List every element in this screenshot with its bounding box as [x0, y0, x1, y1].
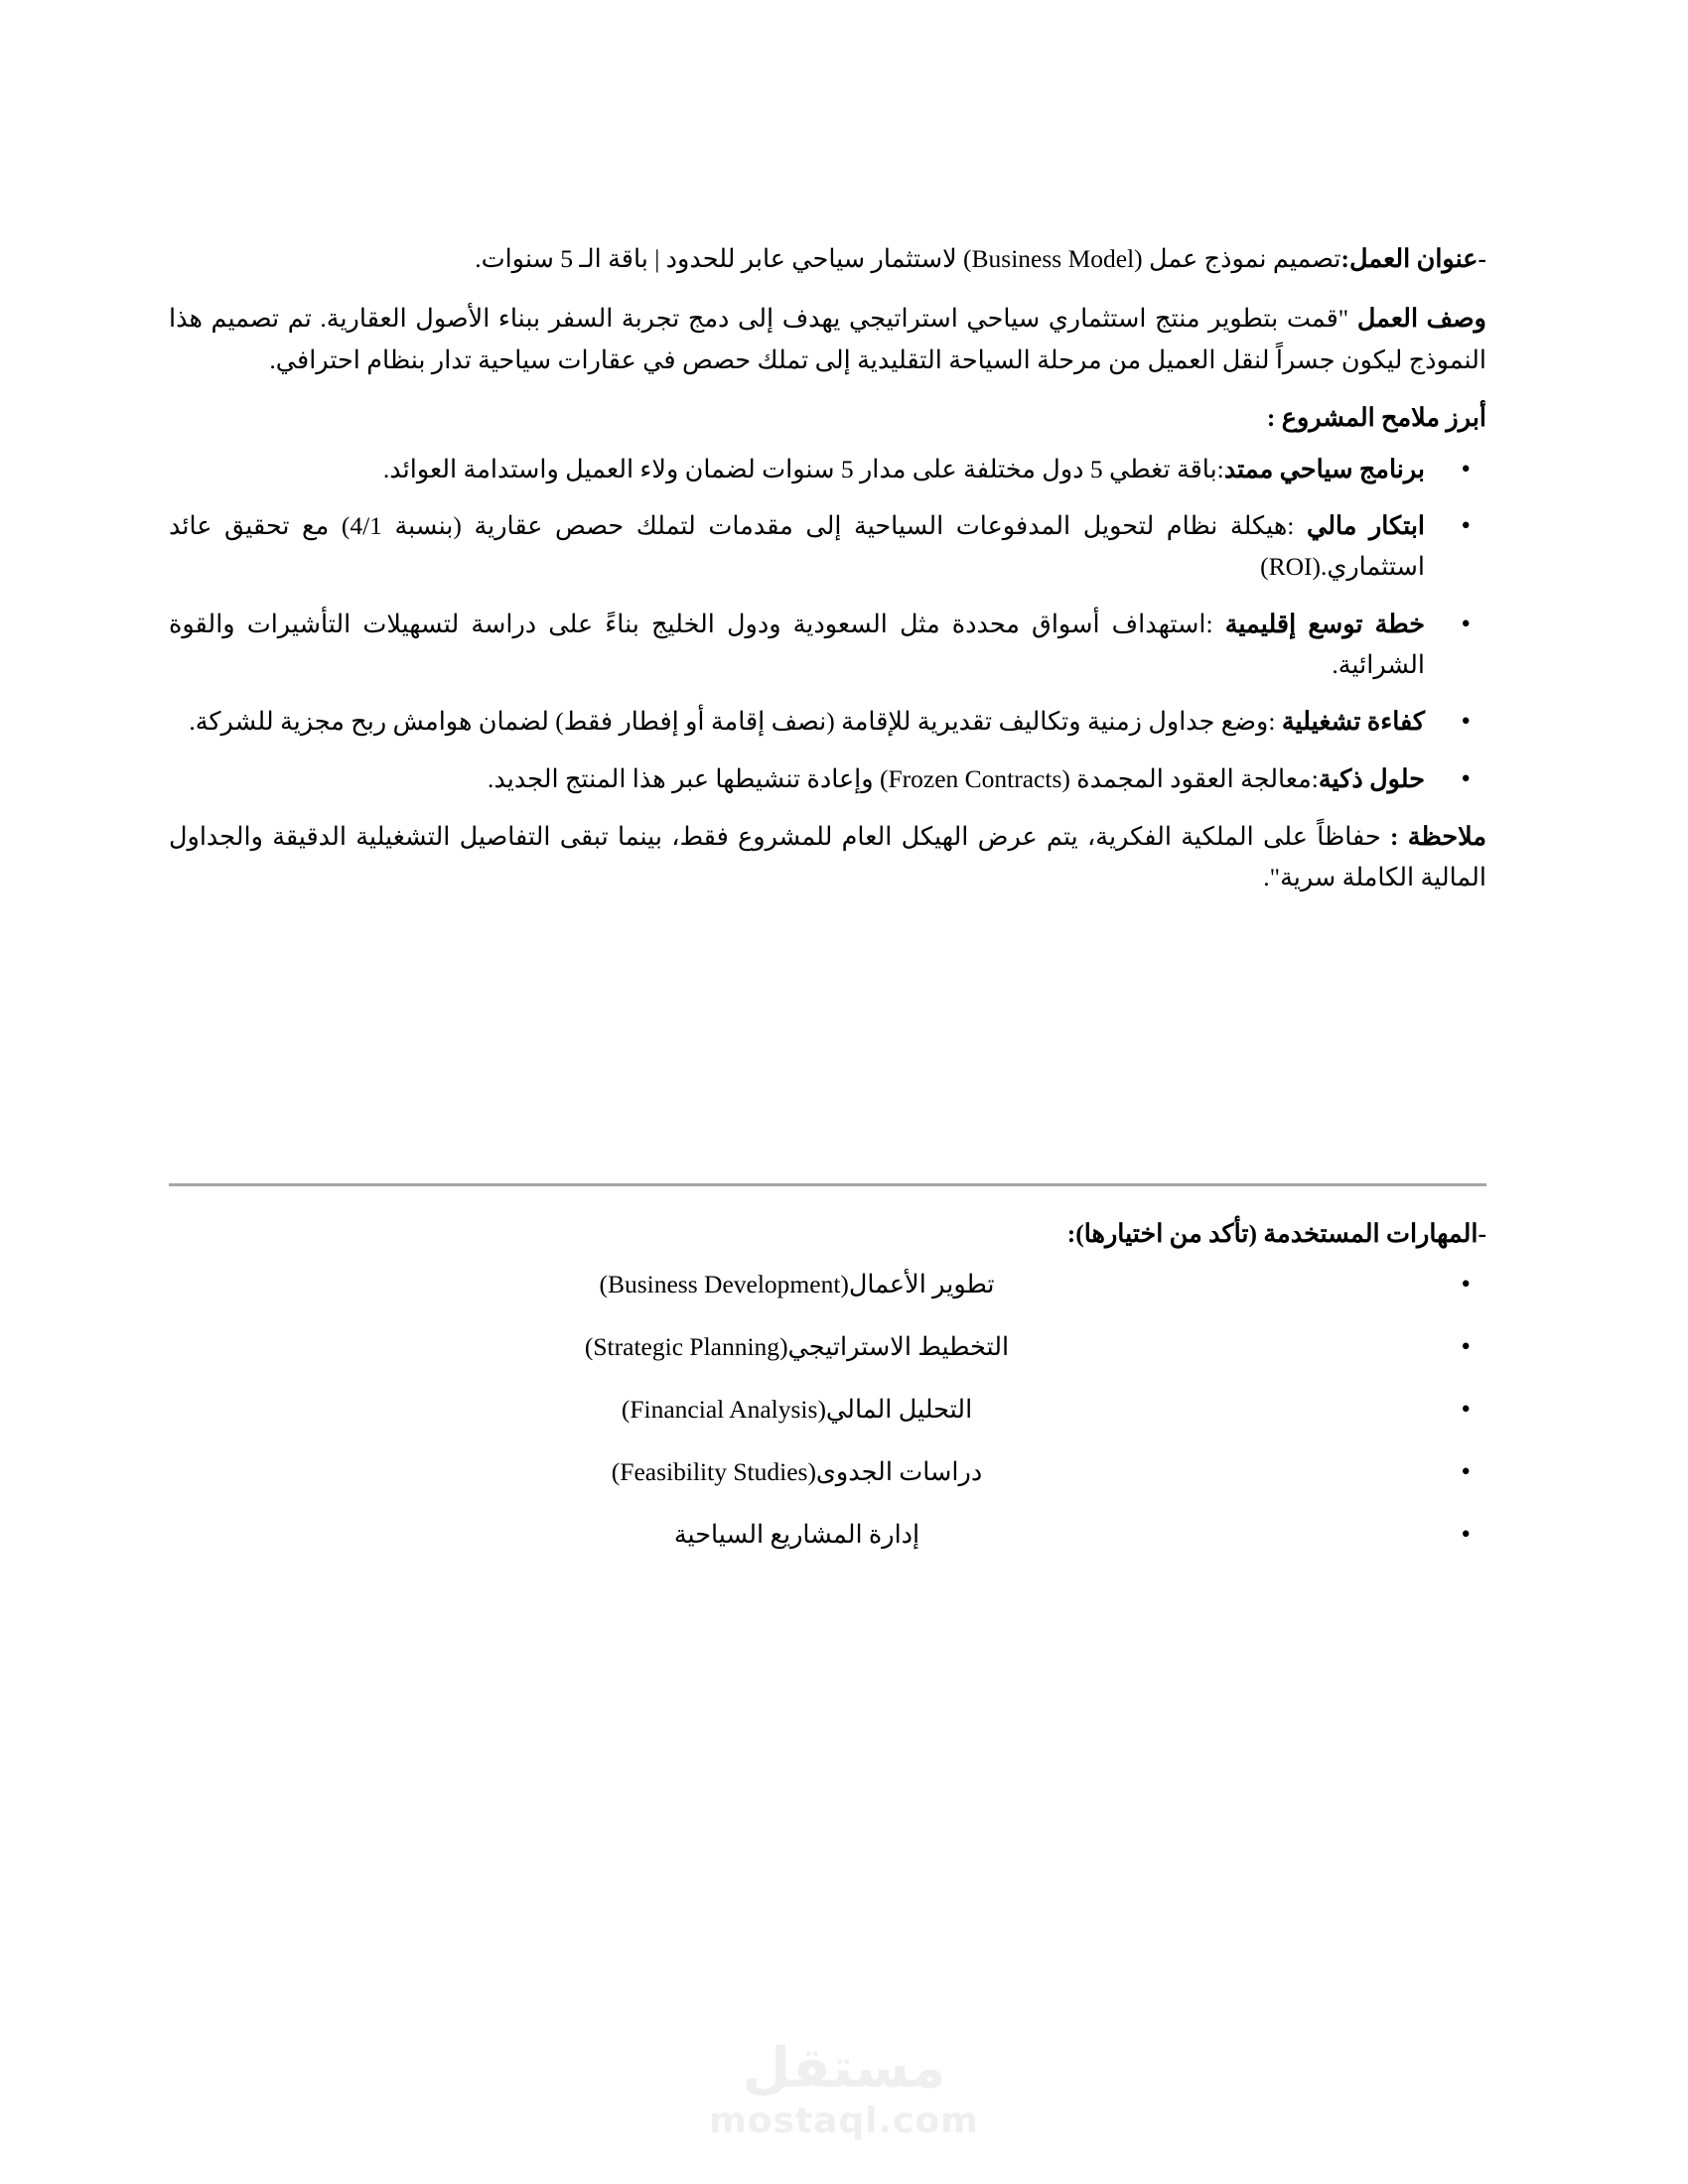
section-divider — [169, 1183, 1486, 1186]
skill-label: التخطيط الاستراتيجي(Strategic Planning) — [584, 1331, 1010, 1361]
list-item — [169, 1517, 1486, 1554]
feature-text: :وضع جداول زمنية وتكاليف تقديرية للإقامة (نصف إقامة أو إفطار فقط) لضمان هوامش ربح مجزية للشركة. — [189, 707, 1282, 737]
list-item — [169, 701, 1486, 742]
list-item — [169, 1329, 1486, 1366]
skill-label: تطوير الأعمال(Business Development) — [599, 1270, 995, 1298]
features-heading: أبرز ملامح المشروع : — [1266, 402, 1486, 432]
skills-section — [169, 1219, 1486, 1579]
skill-label: دراسات الجدوى(Feasibility Studies) — [611, 1456, 983, 1486]
work-title-label: -عنوان العمل — [1349, 244, 1486, 273]
confidentiality-note — [169, 816, 1486, 898]
work-title-line — [169, 238, 1486, 279]
list-item — [169, 758, 1486, 799]
skills-heading: -المهارات المستخدمة (تأكد من اختيارها): — [1066, 1219, 1486, 1248]
work-description-label: وصف العمل — [1356, 304, 1486, 334]
feature-label: خطة توسع إقليمية — [1224, 609, 1425, 638]
list-item — [169, 449, 1486, 489]
list-item — [169, 604, 1486, 686]
skill-label: إدارة المشاريع السياحية — [673, 1519, 920, 1549]
skill-label: التحليل المالي(Financial Analysis) — [621, 1394, 973, 1424]
list-item — [169, 1454, 1486, 1491]
feature-label: برنامج سياحي ممتد — [1223, 454, 1425, 483]
work-title-separator: : — [1340, 244, 1350, 273]
feature-label: كفاءة تشغيلية — [1281, 707, 1425, 737]
work-title-value: تصميم نموذج عمل (Business Model) لاستثمار سياحي عابر للحدود | باقة الـ 5 سنوات. — [475, 244, 1341, 273]
watermark-arabic-text: مستقل — [742, 2036, 946, 2101]
work-description — [169, 298, 1486, 380]
mostaql-watermark — [0, 2036, 1688, 2141]
feature-text: :استهداف أسواق محددة مثل السعودية ودول الخليج بناءً على دراسة لتسهيلات التأشيرات والقوة الشرائية. — [169, 609, 1425, 680]
list-item — [169, 1392, 1486, 1429]
feature-label: حلول ذكية — [1318, 763, 1425, 793]
features-list — [169, 449, 1486, 799]
work-description-text: "قمت بتطوير منتج استثماري سياحي استراتيجي يهدف إلى دمج تجربة السفر ببناء الأصول العقارية. تم تصميم هذا النموذج ليكون جسراً لنقل العميل من مرحلة السياحة التقليدية إلى تملك حصص في عقارات سياحية تدار بنظام احترافي. — [169, 304, 1486, 374]
watermark-latin-text: mostaql.com — [709, 2100, 979, 2141]
feature-text: :باقة تغطي 5 دول مختلفة على مدار 5 سنوات لضمان ولاء العميل واستدامة العوائد. — [382, 454, 1224, 483]
skills-list — [169, 1267, 1486, 1554]
feature-text: :هيكلة نظام لتحويل المدفوعات السياحية إلى مقدمات لتملك حصص عقارية (بنسبة 4/1) مع تحقيق عائد استثماري.(ROI) — [169, 511, 1425, 582]
list-item — [169, 1267, 1486, 1303]
note-text: حفاظاً على الملكية الفكرية، يتم عرض الهيكل العام للمشروع فقط، بينما تبقى التفاصيل التشغيلية الدقيقة والجداول المالية الكاملة سرية". — [169, 821, 1486, 892]
feature-label: ابتكار مالي — [1306, 511, 1426, 541]
feature-text: :معالجة العقود المجمدة (Frozen Contracts) وإعادة تنشيطها عبر هذا المنتج الجديد. — [488, 763, 1319, 793]
note-label: ملاحظة : — [1390, 821, 1487, 851]
document-body — [169, 238, 1486, 898]
list-item — [169, 505, 1486, 588]
